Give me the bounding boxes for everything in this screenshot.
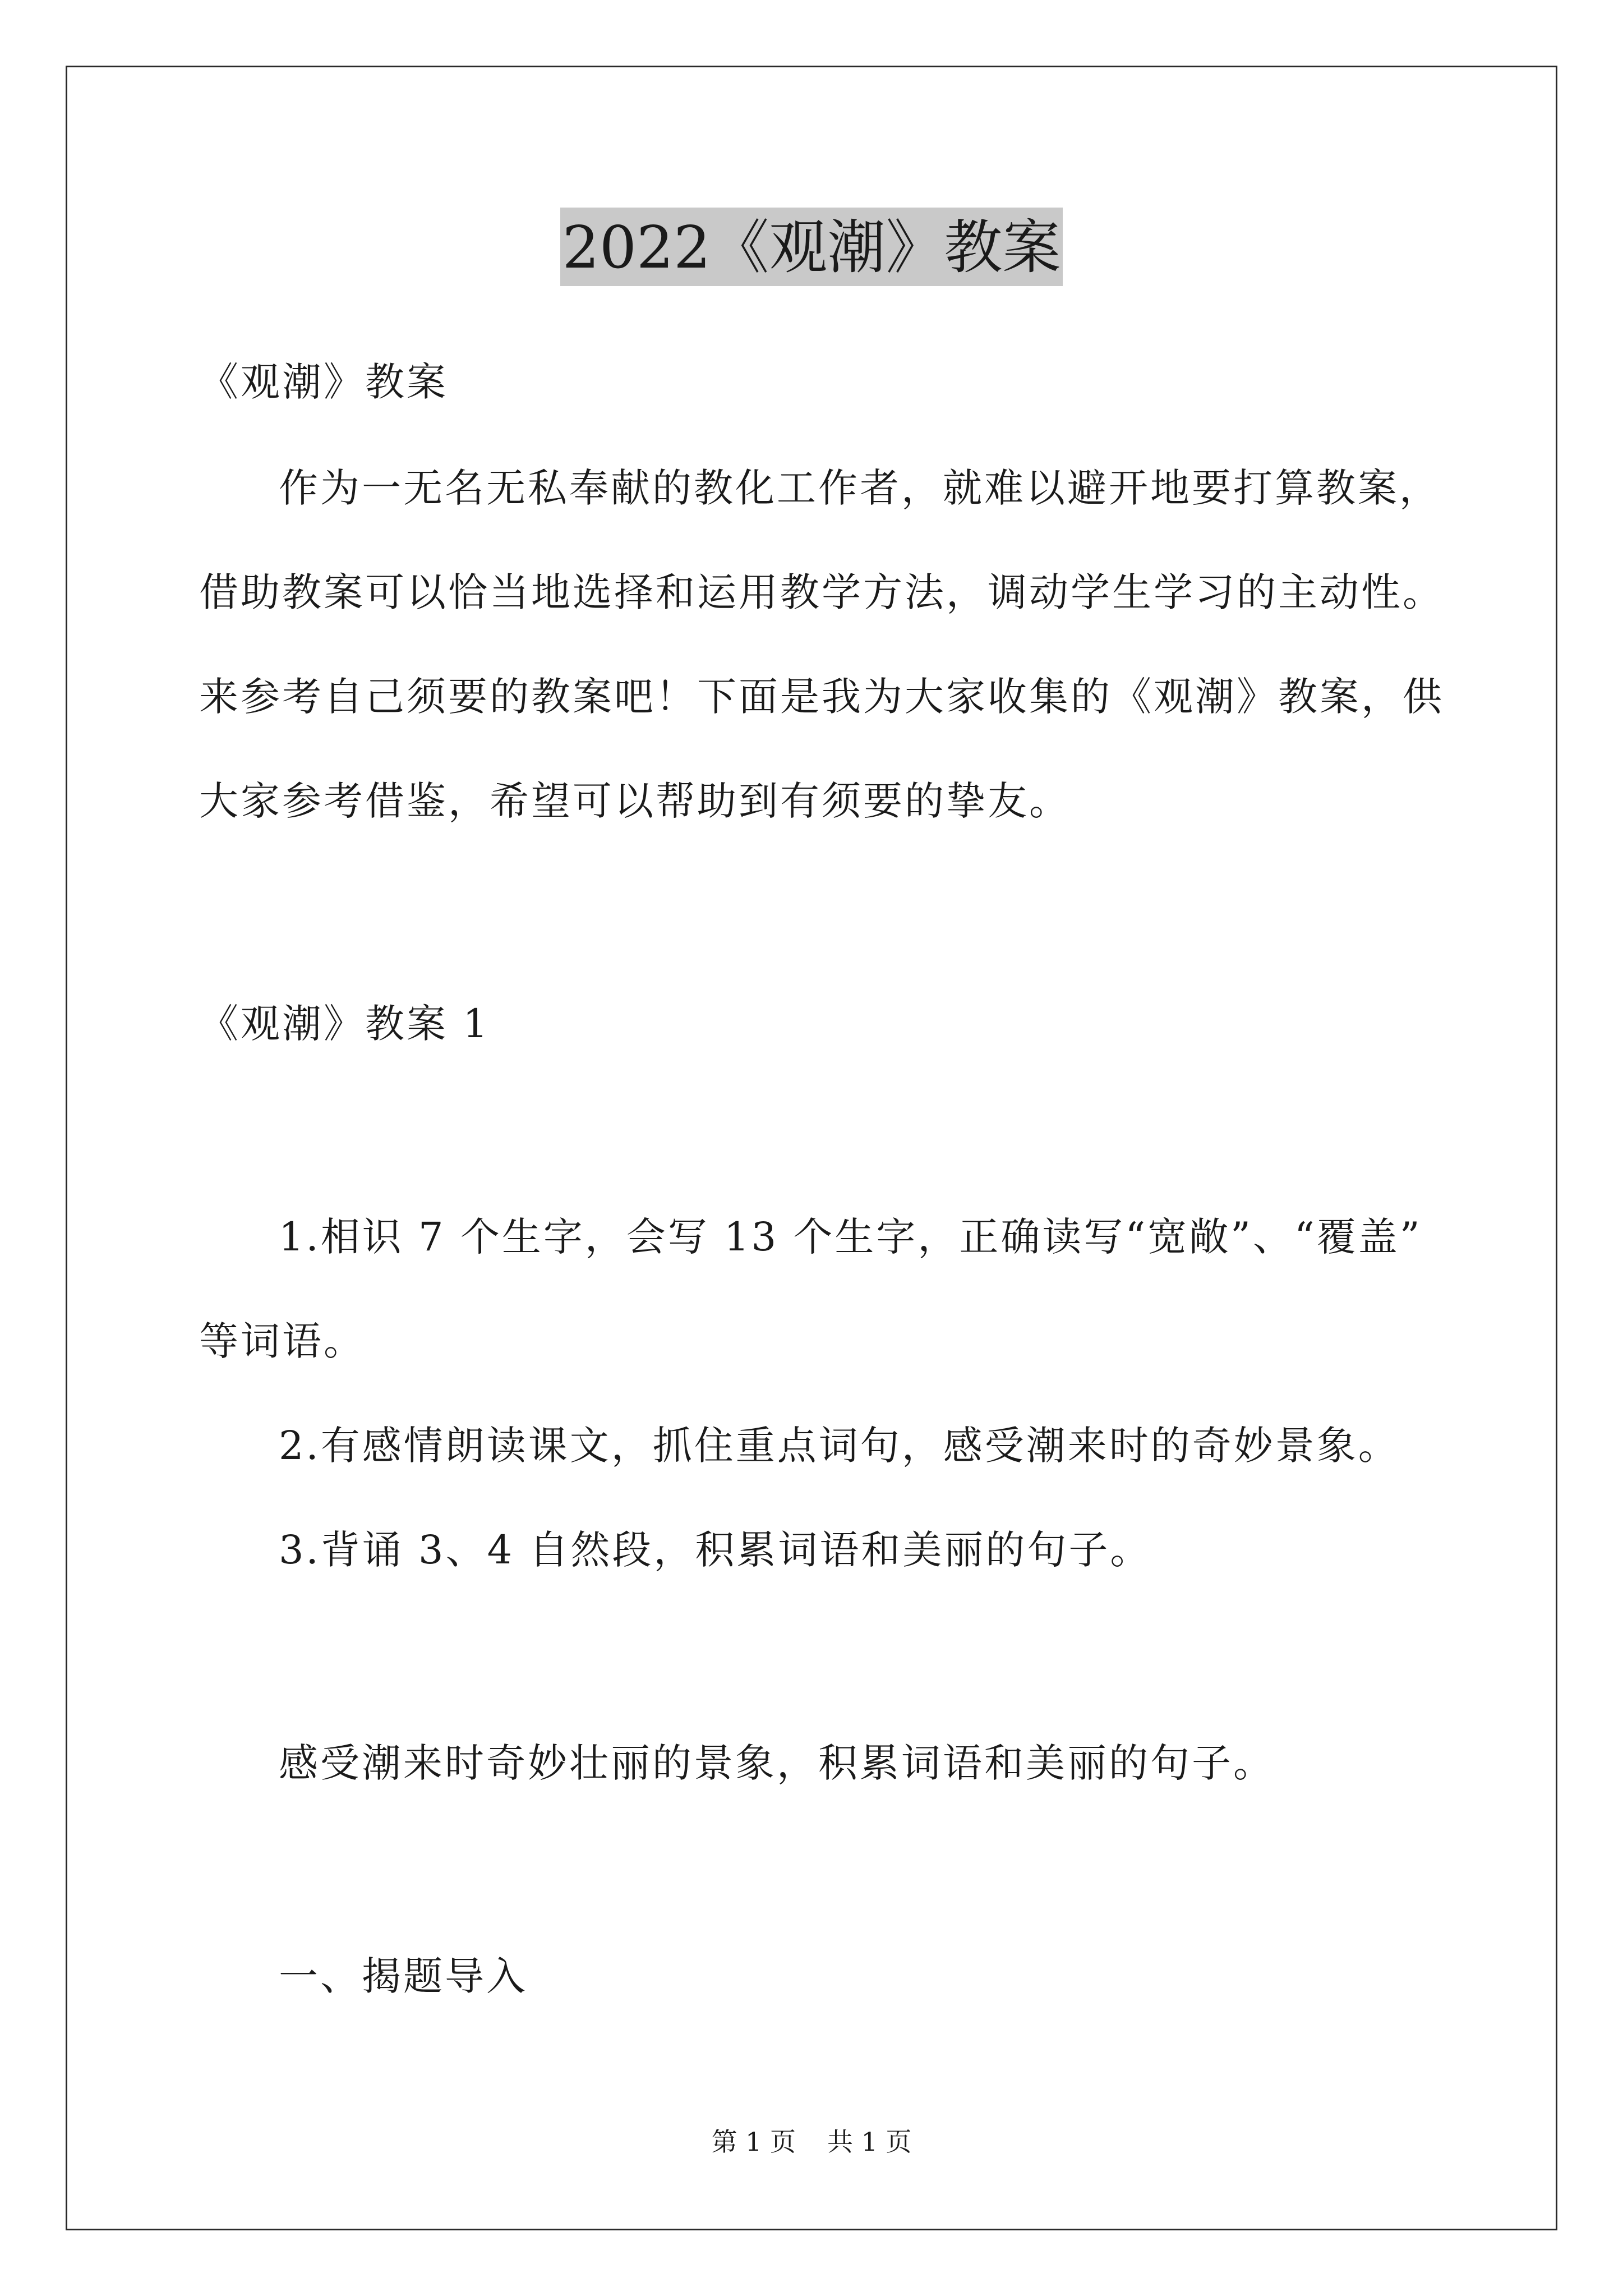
key-point: 感受潮来时奇妙壮丽的景象，积累词语和美丽的句子。 <box>279 1740 1275 1786</box>
page-footer <box>0 2125 1623 2159</box>
page-number-total: 共 1 页 <box>827 2127 912 2157</box>
intro-line-4: 大家参考借鉴，希望可以帮助到有须要的挚友。 <box>199 778 1071 824</box>
document-title <box>0 208 1623 286</box>
document-title-text: 2022《观潮》教案 <box>560 208 1063 286</box>
intro-line-3: 来参考自己须要的教案吧！下面是我为大家收集的《观潮》教案，供 <box>199 674 1444 720</box>
intro-line-1: 作为一无名无私奉献的教化工作者，就难以避开地要打算教案， <box>279 465 1441 511</box>
heading-lesson-plan-1: 《观潮》教案 1 <box>199 1001 490 1047</box>
goal-1-line-2: 等词语。 <box>199 1318 365 1364</box>
heading-lesson-plan: 《观潮》教案 <box>199 359 448 405</box>
goal-2: 2.有感情朗读课文，抓住重点词句，感受潮来时的奇妙景象。 <box>279 1423 1400 1469</box>
page-number-current: 第 1 页 <box>711 2127 796 2157</box>
intro-line-2: 借助教案可以恰当地选择和运用教学方法，调动学生学习的主动性。 <box>199 569 1444 615</box>
goal-3: 3.背诵 3、4 自然段，积累词语和美丽的句子。 <box>279 1527 1152 1573</box>
section-1-heading: 一、揭题导入 <box>279 1953 528 1999</box>
goal-1-line-1: 1.相识 7 个生字，会写 13 个生字，正确读写“宽敞”、“覆盖” <box>279 1214 1422 1260</box>
